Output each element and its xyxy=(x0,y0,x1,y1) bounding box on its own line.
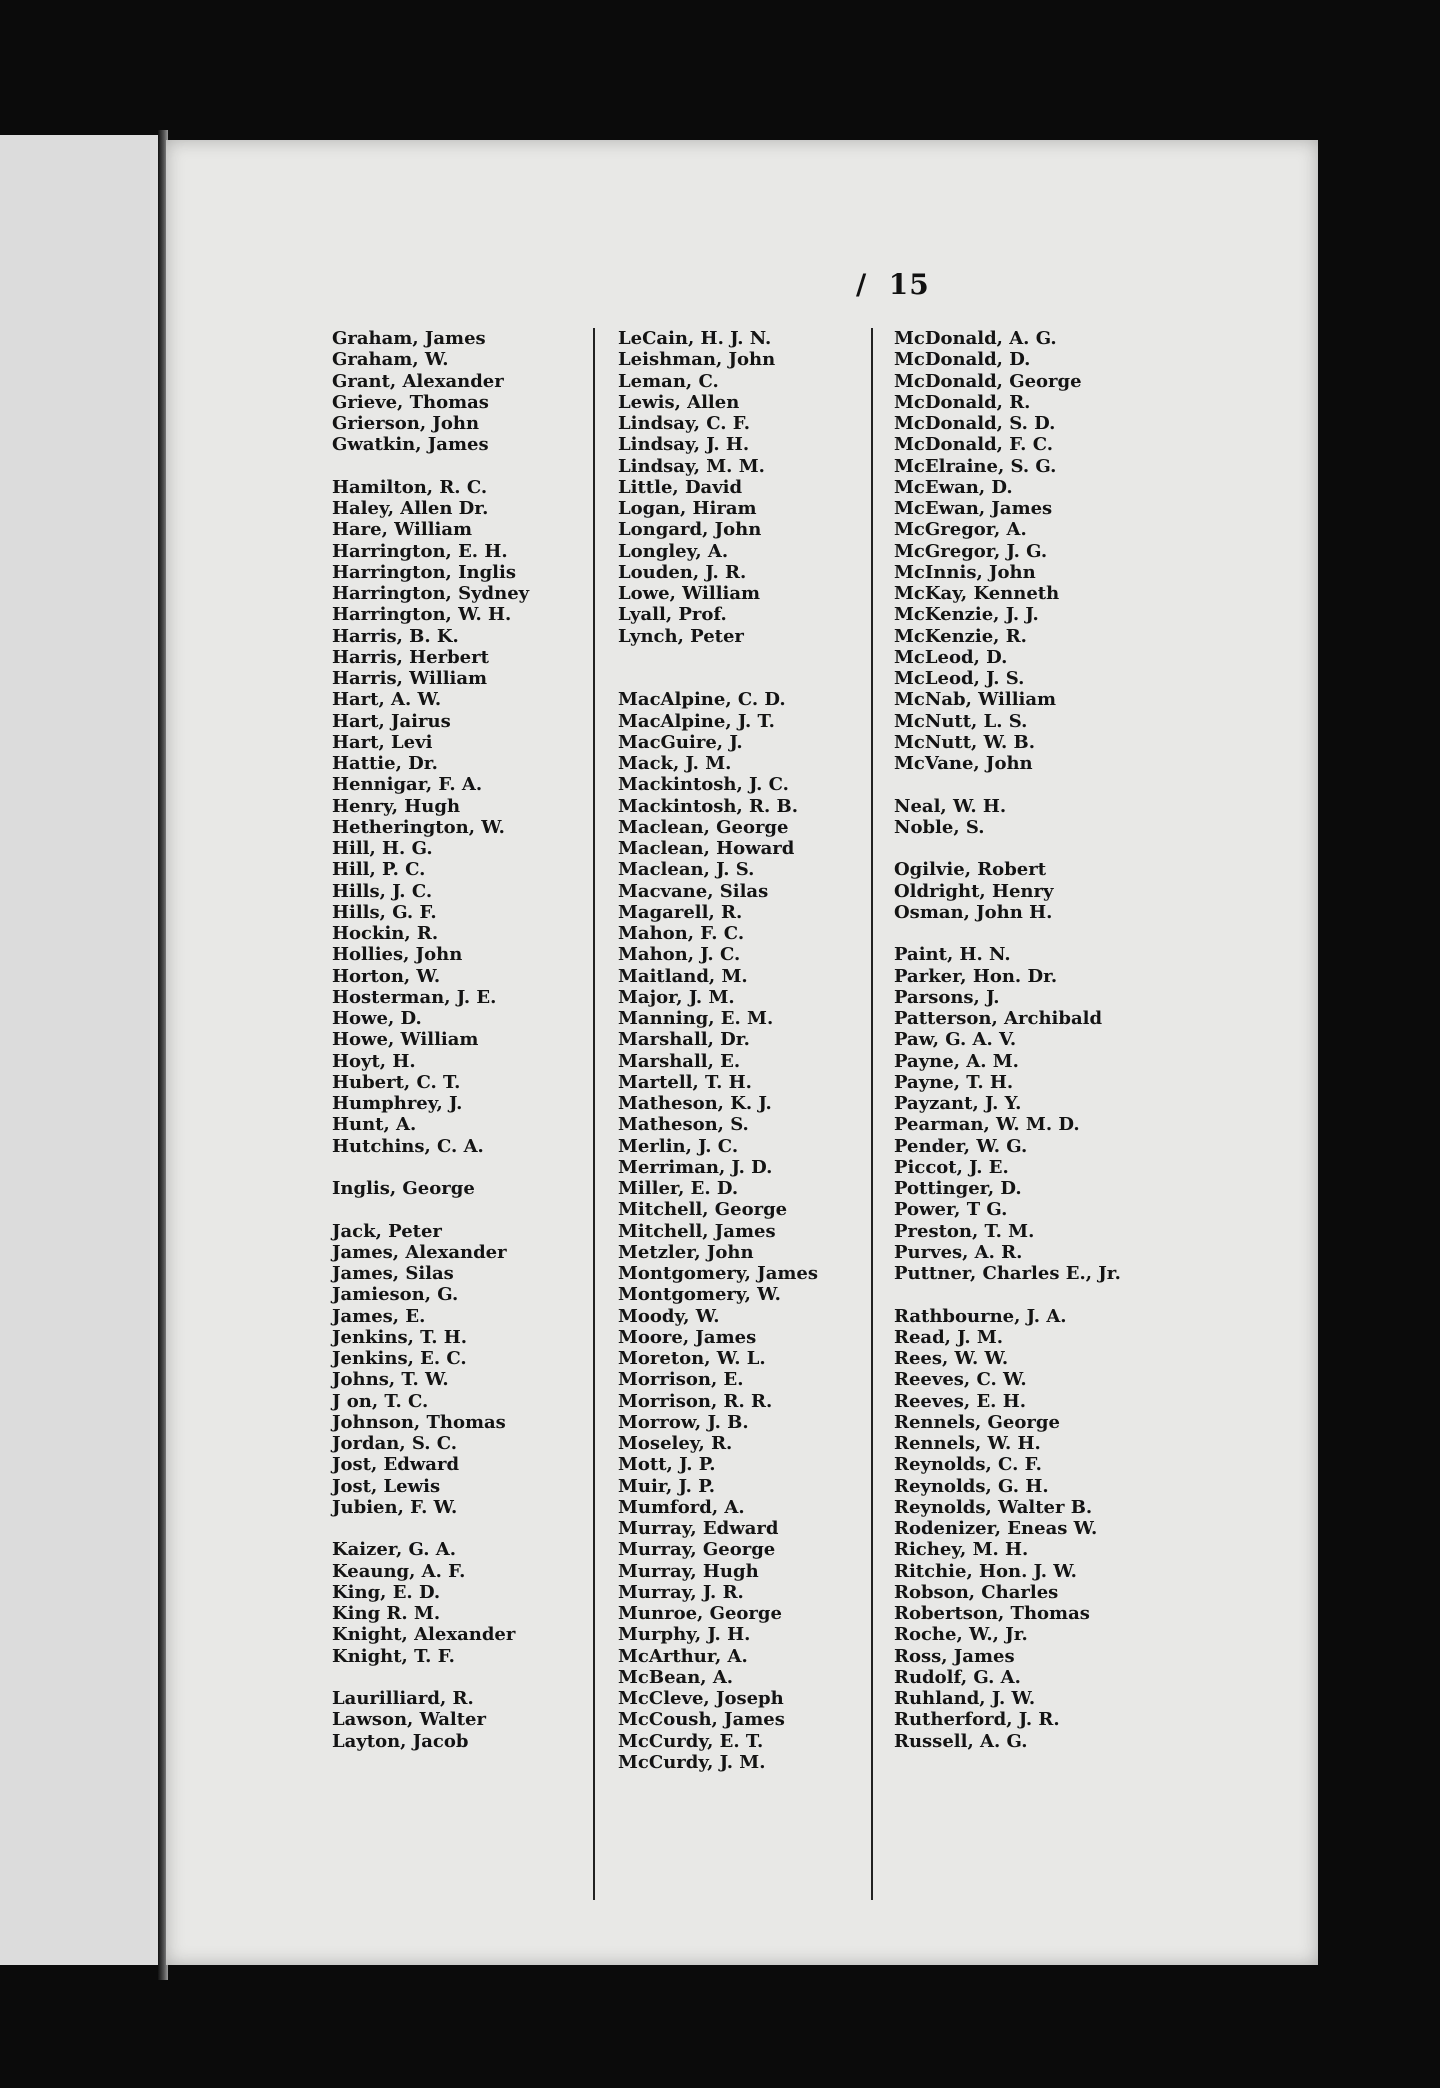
name-entry: Power, T G. xyxy=(894,1199,1008,1221)
name-entry: Hart, Levi xyxy=(332,731,433,753)
name-entry: Morrow, J. B. xyxy=(618,1411,749,1433)
name-entry: Moseley, R. xyxy=(618,1433,733,1454)
name-entry: Read, J. M. xyxy=(894,1326,1004,1348)
name-entry: Jubien, F. W. xyxy=(332,1496,458,1518)
name-entry: Mott, J. P. xyxy=(618,1454,716,1476)
name-entry: Morrison, R. R. xyxy=(618,1390,773,1412)
name-entry: Lindsay, M. M. xyxy=(618,455,765,477)
name-entry: Gwatkin, James xyxy=(332,434,489,456)
name-entry: Reynolds, C. F. xyxy=(894,1454,1042,1476)
name-entry: Lowe, William xyxy=(618,583,761,604)
name-entry: James, E. xyxy=(332,1305,426,1327)
name-entry xyxy=(894,774,1164,795)
name-entry: Harrington, Sydney xyxy=(332,583,530,604)
name-entry: Hills, G. F. xyxy=(332,901,437,923)
page-sheet xyxy=(166,140,1318,1965)
name-entry: Hill, H. G. xyxy=(332,838,433,859)
name-entry: MacGuire, J. xyxy=(618,731,743,753)
name-entry: Jordan, S. C. xyxy=(332,1433,458,1454)
name-entry: Murphy, J. H. xyxy=(618,1624,751,1646)
name-entry: King R. M. xyxy=(332,1603,441,1624)
name-entry: Maclean, J. S. xyxy=(618,859,755,881)
name-entry: McKenzie, J. J. xyxy=(894,604,1039,626)
name-entry: Ogilvie, Robert xyxy=(894,859,1047,881)
name-entry: Hills, J. C. xyxy=(332,880,433,902)
name-entry: Howe, William xyxy=(332,1029,479,1051)
name-entry: James, Alexander xyxy=(332,1241,507,1263)
name-entry: McDonald, S. D. xyxy=(894,413,1056,434)
name-entry: Knight, T. F. xyxy=(332,1645,455,1667)
name-entry: Payne, A. M. xyxy=(894,1050,1019,1072)
name-entry: Mumford, A. xyxy=(618,1496,745,1518)
name-entry: Pottinger, D. xyxy=(894,1178,1022,1199)
name-entry: Hockin, R. xyxy=(332,923,439,944)
name-column-2 xyxy=(618,328,888,1773)
name-entry: Montgomery, James xyxy=(618,1263,818,1284)
name-entry: King, E. D. xyxy=(332,1581,441,1603)
name-entry: McNutt, L. S. xyxy=(894,710,1028,732)
name-entry: Noble, S. xyxy=(894,816,985,838)
name-entry: Hare, William xyxy=(332,519,473,541)
name-entry: Howe, D. xyxy=(332,1008,422,1029)
name-entry: Lindsay, C. F. xyxy=(618,413,751,434)
name-entry: McKenzie, R. xyxy=(894,625,1027,647)
name-entry: Jost, Edward xyxy=(332,1454,460,1476)
name-entry: Neal, W. H. xyxy=(894,795,1007,817)
name-entry: Graham, James xyxy=(332,328,486,349)
name-entry: Metzler, John xyxy=(618,1241,754,1263)
name-entry: Mack, J. M. xyxy=(618,753,732,774)
page-number-mark: / xyxy=(856,268,868,301)
name-entry: Kaizer, G. A. xyxy=(332,1539,457,1561)
name-entry: Reynolds, Walter B. xyxy=(894,1496,1093,1518)
name-entry: Purves, A. R. xyxy=(894,1241,1023,1263)
name-entry: Oldright, Henry xyxy=(894,880,1054,902)
left-page-edge xyxy=(0,135,163,1965)
name-entry: McGregor, A. xyxy=(894,519,1027,541)
name-entry: Hill, P. C. xyxy=(332,859,426,881)
name-entry: Muir, J. P. xyxy=(618,1475,716,1497)
name-entry: Lawson, Walter xyxy=(332,1709,486,1731)
name-entry: Layton, Jacob xyxy=(332,1730,469,1752)
name-entry: Moody, W. xyxy=(618,1305,720,1327)
name-entry: Jack, Peter xyxy=(332,1220,442,1242)
name-entry: Longley, A. xyxy=(618,540,729,562)
name-entry: Harris, B. K. xyxy=(332,625,459,647)
name-entry: Murray, George xyxy=(618,1539,776,1561)
name-entry: Grieve, Thomas xyxy=(332,391,489,413)
name-entry: Murray, J. R. xyxy=(618,1581,744,1603)
name-entry xyxy=(332,1157,602,1178)
name-entry: McBean, A. xyxy=(618,1666,734,1688)
name-column-3 xyxy=(894,328,1164,1752)
name-entry: McDonald, A. G. xyxy=(894,328,1057,349)
name-entry: Henry, Hugh xyxy=(332,795,461,817)
name-entry: McEwan, D. xyxy=(894,476,1013,498)
name-entry: Hoyt, H. xyxy=(332,1050,416,1072)
name-entry: Matheson, K. J. xyxy=(618,1093,772,1114)
name-entry: Moore, James xyxy=(618,1326,757,1348)
name-entry: McNutt, W. B. xyxy=(894,731,1036,753)
name-entry: Robson, Charles xyxy=(894,1581,1059,1603)
name-entry: Lyall, Prof. xyxy=(618,604,727,626)
name-entry: Moreton, W. L. xyxy=(618,1348,766,1369)
name-entry: McCoush, James xyxy=(618,1709,785,1731)
name-entry: Munroe, George xyxy=(618,1603,782,1624)
name-entry: McDonald, D. xyxy=(894,349,1031,371)
name-entry: Johns, T. W. xyxy=(332,1369,449,1391)
name-entry: Merriman, J. D. xyxy=(618,1156,773,1178)
name-entry: Rennels, W. H. xyxy=(894,1433,1041,1454)
name-entry: McDonald, R. xyxy=(894,391,1031,413)
name-entry: Hattie, Dr. xyxy=(332,753,438,774)
name-entry: Ritchie, Hon. J. W. xyxy=(894,1560,1077,1582)
name-entry: McLeod, D. xyxy=(894,646,1008,668)
column-divider xyxy=(593,328,595,1900)
page-number xyxy=(856,268,930,301)
name-entry: Reynolds, G. H. xyxy=(894,1475,1049,1497)
name-entry: McInnis, John xyxy=(894,561,1036,583)
name-entry: Hart, Jairus xyxy=(332,710,451,732)
name-entry: MacAlpine, C. D. xyxy=(618,689,786,711)
name-entry: Robertson, Thomas xyxy=(894,1603,1090,1624)
name-entry: Macvane, Silas xyxy=(618,880,769,902)
name-entry: Lynch, Peter xyxy=(618,625,744,647)
name-entry: McKay, Kenneth xyxy=(894,583,1060,604)
name-entry: Maitland, M. xyxy=(618,965,748,987)
name-entry: Mahon, F. C. xyxy=(618,923,745,944)
name-entry: Grant, Alexander xyxy=(332,370,504,392)
name-entry: Logan, Hiram xyxy=(618,498,757,519)
name-entry: Reeves, C. W. xyxy=(894,1369,1027,1391)
name-entry: Hosterman, J. E. xyxy=(332,986,497,1008)
name-entry: MacAlpine, J. T. xyxy=(618,710,775,732)
column-divider xyxy=(871,328,873,1900)
name-entry: Knight, Alexander xyxy=(332,1624,516,1646)
name-entry: Harrington, E. H. xyxy=(332,540,508,562)
name-entry: McElraine, S. G. xyxy=(894,455,1057,477)
name-entry: Osman, John H. xyxy=(894,901,1053,923)
name-entry: Rutherford, J. R. xyxy=(894,1709,1060,1731)
name-entry: Lewis, Allen xyxy=(618,391,740,413)
name-entry: Miller, E. D. xyxy=(618,1178,739,1199)
name-entry: Harrington, Inglis xyxy=(332,561,516,583)
name-entry: Manning, E. M. xyxy=(618,1008,774,1029)
name-entry: Inglis, George xyxy=(332,1178,475,1199)
name-entry: Patterson, Archibald xyxy=(894,1008,1103,1029)
name-entry xyxy=(894,923,1164,944)
name-entry: McGregor, J. G. xyxy=(894,540,1048,562)
name-entry: Pender, W. G. xyxy=(894,1135,1028,1157)
name-entry: Matheson, S. xyxy=(618,1114,749,1136)
name-entry: McDonald, George xyxy=(894,370,1082,392)
name-entry: Marshall, E. xyxy=(618,1050,741,1072)
name-entry: Marshall, Dr. xyxy=(618,1029,750,1051)
name-entry: Leman, C. xyxy=(618,370,719,392)
name-entry: McVane, John xyxy=(894,753,1033,774)
name-entry: LeCain, H. J. N. xyxy=(618,328,772,349)
name-entry: McEwan, James xyxy=(894,498,1053,519)
name-entry xyxy=(618,647,888,668)
name-entry: Maclean, George xyxy=(618,816,789,838)
name-entry: Montgomery, W. xyxy=(618,1284,781,1306)
name-entry xyxy=(894,838,1164,859)
name-entry: McArthur, A. xyxy=(618,1645,748,1667)
name-entry: McDonald, F. C. xyxy=(894,434,1053,456)
name-entry: Murray, Edward xyxy=(618,1518,779,1539)
name-entry: Hart, A. W. xyxy=(332,689,442,711)
name-entry: Laurilliard, R. xyxy=(332,1688,474,1709)
name-entry: Harrington, W. H. xyxy=(332,604,512,626)
name-entry: Harris, William xyxy=(332,668,488,689)
name-entry: Ruhland, J. W. xyxy=(894,1688,1036,1709)
name-entry: Hennigar, F. A. xyxy=(332,774,483,796)
name-entry xyxy=(332,1518,602,1539)
name-entry: Jost, Lewis xyxy=(332,1475,441,1497)
name-entry: Murray, Hugh xyxy=(618,1560,759,1582)
name-entry: Harris, Herbert xyxy=(332,646,489,668)
name-entry xyxy=(332,1667,602,1688)
name-entry: Reeves, E. H. xyxy=(894,1390,1026,1412)
name-entry xyxy=(618,668,888,689)
name-entry: McCurdy, E. T. xyxy=(618,1730,764,1752)
name-entry: Puttner, Charles E., Jr. xyxy=(894,1263,1121,1284)
name-entry: Jamieson, G. xyxy=(332,1284,459,1306)
name-entry: Russell, A. G. xyxy=(894,1730,1028,1752)
name-entry: Pearman, W. M. D. xyxy=(894,1114,1080,1136)
name-entry: Morrison, E. xyxy=(618,1369,744,1391)
name-entry: Payne, T. H. xyxy=(894,1071,1014,1093)
name-entry: Graham, W. xyxy=(332,349,449,371)
name-entry: Parker, Hon. Dr. xyxy=(894,965,1058,987)
name-entry: Major, J. M. xyxy=(618,986,735,1008)
name-entry: Hubert, C. T. xyxy=(332,1071,461,1093)
name-entry: Maclean, Howard xyxy=(618,838,795,859)
name-entry: Mitchell, George xyxy=(618,1199,788,1221)
name-entry: Piccot, J. E. xyxy=(894,1156,1009,1178)
name-entry: Hamilton, R. C. xyxy=(332,476,488,498)
name-entry: J on, T. C. xyxy=(332,1390,429,1412)
name-entry: Hunt, A. xyxy=(332,1114,417,1136)
name-entry: Payzant, J. Y. xyxy=(894,1093,1022,1114)
page-number-value: 15 xyxy=(888,268,930,301)
name-entry: McCurdy, J. M. xyxy=(618,1751,766,1773)
name-entry: Haley, Allen Dr. xyxy=(332,498,489,519)
name-entry: Humphrey, J. xyxy=(332,1093,463,1114)
name-entry: Mahon, J. C. xyxy=(618,944,741,966)
name-entry: Rathbourne, J. A. xyxy=(894,1305,1067,1327)
name-entry: Rudolf, G. A. xyxy=(894,1666,1021,1688)
name-entry: McCleve, Joseph xyxy=(618,1688,784,1709)
name-entry: Lindsay, J. H. xyxy=(618,434,750,456)
name-entry: James, Silas xyxy=(332,1263,454,1284)
name-entry: Parsons, J. xyxy=(894,986,1000,1008)
name-entry xyxy=(894,1284,1164,1305)
name-entry: Richey, M. H. xyxy=(894,1539,1029,1561)
name-entry: Mackintosh, R. B. xyxy=(618,795,798,817)
name-entry: McNab, William xyxy=(894,689,1057,711)
name-entry: Hollies, John xyxy=(332,944,463,966)
name-entry: Mackintosh, J. C. xyxy=(618,774,789,796)
name-entry: Leishman, John xyxy=(618,349,776,371)
name-entry xyxy=(332,456,602,477)
name-entry: Roche, W., Jr. xyxy=(894,1624,1028,1646)
name-entry: Magarell, R. xyxy=(618,901,743,923)
name-entry: Rees, W. W. xyxy=(894,1348,1009,1369)
name-entry: Paw, G. A. V. xyxy=(894,1029,1017,1051)
name-entry: Mitchell, James xyxy=(618,1220,776,1242)
name-entry: Paint, H. N. xyxy=(894,944,1011,966)
name-entry: Jenkins, E. C. xyxy=(332,1348,467,1369)
name-entry: Hetherington, W. xyxy=(332,816,505,838)
name-entry: Louden, J. R. xyxy=(618,561,747,583)
name-entry: Merlin, J. C. xyxy=(618,1135,739,1157)
name-entry: Ross, James xyxy=(894,1645,1015,1667)
name-entry: Grierson, John xyxy=(332,413,480,434)
name-entry: Preston, T. M. xyxy=(894,1220,1035,1242)
name-entry: Little, David xyxy=(618,476,743,498)
name-column-1 xyxy=(332,328,602,1752)
name-entry: Horton, W. xyxy=(332,965,441,987)
name-entry: Longard, John xyxy=(618,519,762,541)
name-entry: Johnson, Thomas xyxy=(332,1411,506,1433)
name-entry: Martell, T. H. xyxy=(618,1071,752,1093)
name-entry: Rennels, George xyxy=(894,1411,1060,1433)
name-entry: Hutchins, C. A. xyxy=(332,1135,484,1157)
name-entry: Jenkins, T. H. xyxy=(332,1326,467,1348)
name-entry xyxy=(332,1199,602,1220)
name-entry: Keaung, A. F. xyxy=(332,1560,466,1582)
name-entry: McLeod, J. S. xyxy=(894,668,1025,689)
name-entry: Rodenizer, Eneas W. xyxy=(894,1518,1098,1539)
